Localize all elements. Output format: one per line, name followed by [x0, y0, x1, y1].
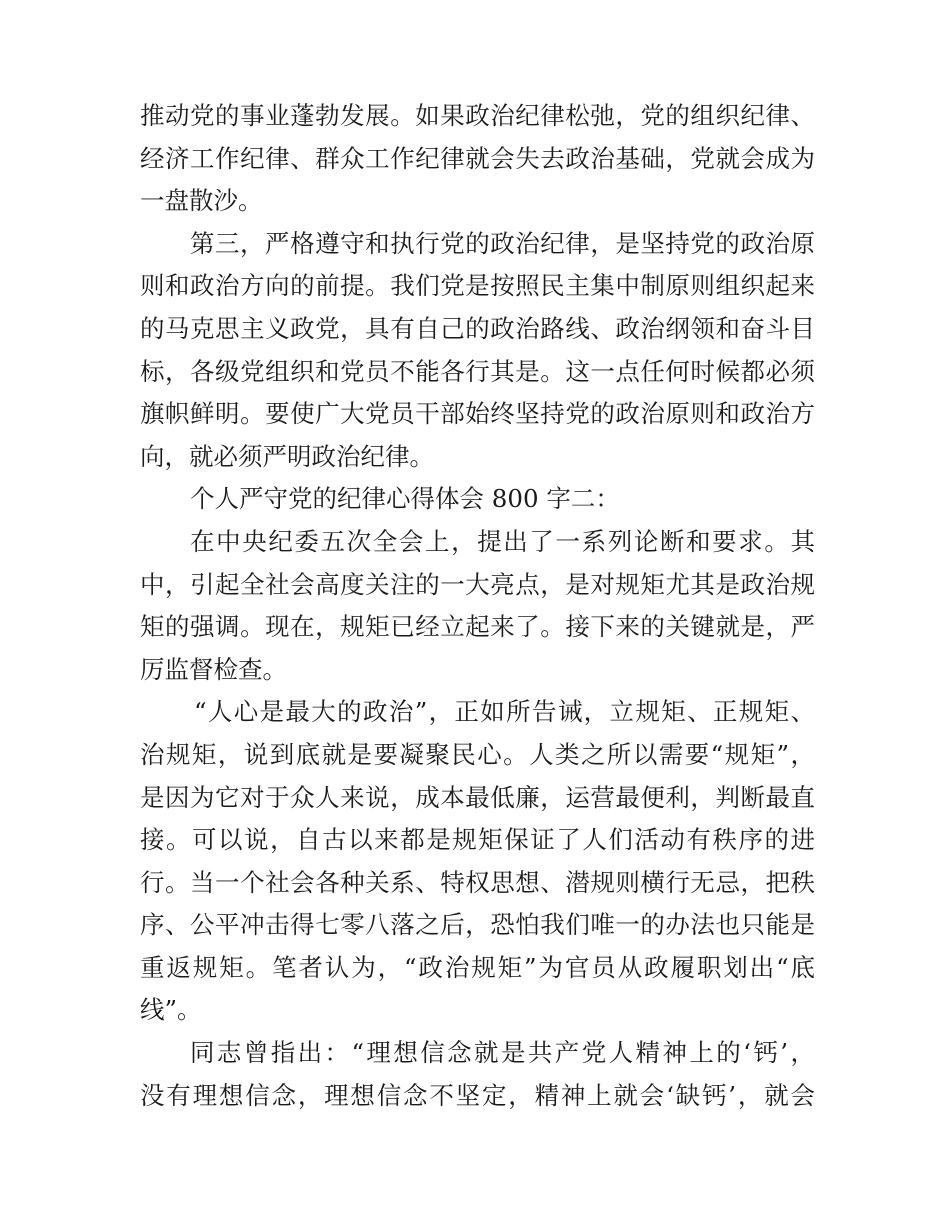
text-line: 没有理想信念，理想信念不坚定，精神上就会‘缺钙’，就会: [140, 1080, 815, 1110]
text-line: 一盘散沙。: [140, 186, 263, 216]
document-body: [140, 95, 815, 1117]
text-line: 向，就必须严明政治纪律。: [140, 441, 434, 471]
text-line: 接。可以说，自古以来都是规矩保证了人们活动有秩序的进: [140, 825, 815, 855]
text-line: 推动党的事业蓬勃发展。如果政治纪律松弛，党的组织纪律、: [140, 101, 815, 130]
text-line: 厉监督检查。: [140, 654, 287, 684]
text-line: 是因为它对于众人来说，成本最低廉，运营最便利，判断最直: [140, 782, 815, 812]
text-line: 的马克思主义政党，具有自己的政治路线、政治纲领和奋斗目: [140, 313, 815, 343]
text-line: 线”。: [140, 995, 202, 1025]
text-line: 矩的强调。现在，规矩已经立起来了。接下来的关键就是，严: [140, 612, 815, 642]
text-line: 治规矩，说到底就是要凝聚民心。人类之所以需要“规矩”，: [140, 739, 815, 769]
paragraph-start-line: “人心是最大的政治”，正如所告诫，立规矩、正规矩、: [194, 697, 815, 727]
text-line: 标，各级党组织和党员不能各行其是。这一点任何时候都必须: [140, 356, 815, 386]
text-line: 旗帜鲜明。要使广大党员干部始终坚持党的政治原则和政治方: [140, 399, 815, 429]
text-line: 重返规矩。笔者认为，“政治规矩”为官员从政履职划出“底: [140, 952, 815, 982]
text-line: 行。当一个社会各种关系、特权思想、潜规则横行无忌，把秩: [140, 867, 815, 897]
paragraph-start-line: 第三，严格遵守和执行党的政治纪律，是坚持党的政治原: [190, 228, 815, 258]
section-heading: 个人严守党的纪律心得体会 800 字二：: [190, 484, 620, 514]
paragraph-start-line: 在中央纪委五次全会上，提出了一系列论断和要求。其: [190, 526, 815, 556]
paragraph-start-line: 同志曾指出：“理想信念就是共产党人精神上的‘钙’，: [190, 1038, 815, 1068]
text-line: 序、公平冲击得七零八落之后，恐怕我们唯一的办法也只能是: [140, 910, 815, 940]
text-line: 经济工作纪律、群众工作纪律就会失去政治基础，党就会成为: [140, 143, 815, 173]
text-line: 则和政治方向的前提。我们党是按照民主集中制原则组织起来: [140, 271, 815, 301]
text-line: 中，引起全社会高度关注的一大亮点，是对规矩尤其是政治规: [140, 569, 815, 599]
